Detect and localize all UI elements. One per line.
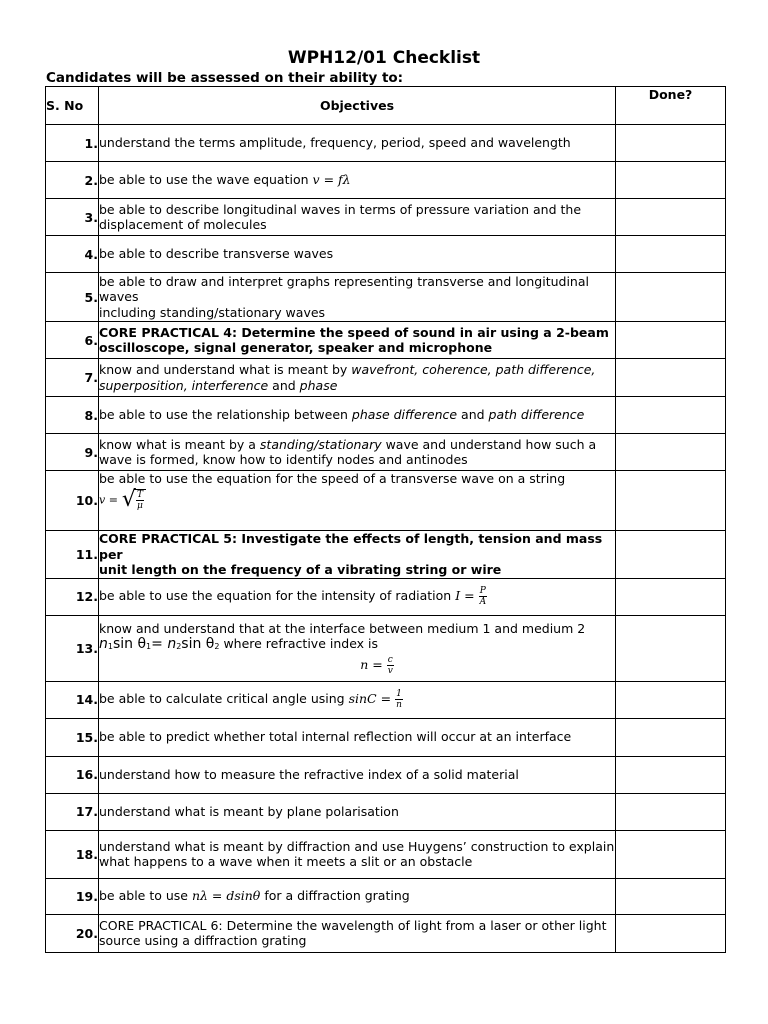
done-checkbox-cell[interactable] [616,681,726,718]
row-number: 15. [46,718,99,756]
document-subtitle: Candidates will be assessed on their ability to: [46,70,404,86]
header-sno: S. No [46,87,99,125]
objective-line: be able to describe longitudinal waves in terms of pressure variation and the displacement of molecules [99,201,582,232]
refractive-lhs: n = [360,656,383,672]
table-row [46,125,726,162]
critical-angle-lhs: sinC = [348,691,392,706]
objective-line: understand how to measure the refractive index of a solid material [99,766,519,782]
row-number: 4. [46,236,99,273]
snell-sin2: sin θ [181,636,215,652]
row-number: 14. [46,681,99,718]
table-row [46,471,726,531]
table-row [46,236,726,273]
subscript: 1 [107,642,113,651]
done-checkbox-cell[interactable] [616,162,726,199]
done-checkbox-cell[interactable] [616,199,726,236]
objective-line: wave and understand how such a wave is formed, know how to identify nodes and antinodes [99,436,597,467]
row-number: 1. [46,125,99,162]
done-checkbox-cell[interactable] [616,793,726,830]
objective-line: CORE PRACTICAL 6: Determine the wavelength of light from a laser or other light source using a diffraction grating [99,917,607,948]
intensity-lhs: I = [455,588,475,603]
row-number: 16. [46,756,99,793]
table-row [46,878,726,914]
done-checkbox-cell[interactable] [616,830,726,878]
refractive-index-equation [139,655,615,676]
objective-text [99,914,616,952]
table-row [46,793,726,830]
header-row [46,87,726,125]
objective-text [99,471,616,531]
document-title: WPH12/01 Checklist [287,48,481,68]
objective-text [99,878,616,914]
square-root-expression: √ $\frac{T}{\mu}$ [122,487,146,513]
objective-text [99,793,616,830]
row-number: 20. [46,914,99,952]
objective-line: including standing/stationary waves [99,304,326,320]
objective-text [99,756,616,793]
row-number: 2. [46,162,99,199]
objective-line: understand the terms amplitude, frequency, period, speed and wavelength [99,135,571,151]
table-row [46,615,726,681]
subscript: 1 [146,642,152,651]
done-checkbox-cell[interactable] [616,471,726,531]
wave-speed-lhs: v = [99,493,118,506]
objective-line: where refractive index is [219,636,379,651]
table-row [46,162,726,199]
done-checkbox-cell[interactable] [616,756,726,793]
objective-text [99,615,616,681]
core-practical-text: unit length on the frequency of a vibrating string or wire [99,562,502,577]
row-number: 17. [46,793,99,830]
header-done: Done? [616,87,726,125]
objective-line: understand what is meant by diffraction and use Huygens’ construction to explain [99,838,615,854]
row-number: 18. [46,830,99,878]
objective-text [99,273,616,322]
objective-line: be able to describe transverse waves [99,246,334,262]
objective-line: understand what is meant by plane polarisation [99,803,399,819]
table-row [46,359,726,397]
objective-text [99,236,616,273]
done-checkbox-cell[interactable] [616,914,726,952]
row-number: 10. [46,471,99,531]
table-row [46,681,726,718]
table-row [46,830,726,878]
objective-line: what happens to a wave when it meets a slit or an obstacle [99,854,473,869]
objective-italic-terms: path difference [488,407,585,423]
objective-line: be able to use the relationship between [99,407,352,423]
done-checkbox-cell[interactable] [616,615,726,681]
table-row [46,199,726,236]
table-row [46,756,726,793]
objective-line: be able to draw and interpret graphs representing transverse and longitudinal waves [99,273,589,305]
done-checkbox-cell[interactable] [616,878,726,914]
row-number: 7. [46,359,99,397]
objective-line: be able to use the wave equation [99,172,309,188]
objective-line: know and understand that at the interface between medium 1 and medium 2 [99,620,586,636]
fraction-numerator: 1 [396,689,402,699]
row-number: 6. [46,322,99,359]
row-number: 3. [46,199,99,236]
objective-line: be able to use [99,888,192,904]
table-row [46,578,726,615]
fraction [136,490,144,511]
header-objectives: Objectives [99,87,616,125]
table-row [46,718,726,756]
fraction-numerator: P [479,586,486,596]
objective-italic-terms: standing/stationary [259,436,382,452]
done-checkbox-cell[interactable] [616,359,726,397]
objective-line: know and understand what is meant by [99,362,352,377]
objective-text [99,681,616,718]
objective-italic-terms: phase [299,377,338,393]
fraction-denominator: A [479,597,487,607]
objective-text [99,434,616,471]
objective-text [99,531,616,579]
fraction-denominator: v [387,665,393,676]
row-number: 11. [46,531,99,579]
table-row [46,397,726,434]
table-row [46,273,726,322]
checklist-table [45,86,726,953]
done-checkbox-cell[interactable] [616,531,726,579]
subscript: 2 [176,642,182,651]
objective-text [99,397,616,434]
objective-line: know what is meant by a [99,436,260,452]
fraction-denominator: μ [137,500,143,511]
objective-text [99,578,616,615]
objective-text [99,162,616,199]
fraction [395,689,403,710]
subscript: 2 [214,642,220,651]
row-number: 13. [46,615,99,681]
objective-text [99,199,616,236]
table-row [46,531,726,579]
done-checkbox-cell[interactable] [616,125,726,162]
objective-line: be able to use the equation for the speed of a transverse wave on a string [99,471,566,486]
snell-law [99,636,219,652]
fraction-numerator: c [387,654,393,665]
done-checkbox-cell[interactable] [616,322,726,359]
fraction [479,586,488,607]
core-practical-text: CORE PRACTICAL 4: Determine the speed of sound in air using a 2-beam oscilloscope, signal generator, speaker and microphone [99,324,609,355]
fraction-denominator: n [396,700,402,710]
row-number: 9. [46,434,99,471]
row-number: 5. [46,273,99,322]
table-row [46,434,726,471]
done-checkbox-cell[interactable] [616,434,726,471]
row-number: 12. [46,578,99,615]
objective-italic-terms: wavefront, coherence, path difference, superposition, interference [99,362,596,393]
snell-n2: = n [151,636,177,652]
done-checkbox-cell[interactable] [616,273,726,322]
done-checkbox-cell[interactable] [616,236,726,273]
objective-text [99,359,616,397]
objective-text [99,718,616,756]
objective-line: for a diffraction grating [260,888,410,904]
row-number: 19. [46,878,99,914]
done-checkbox-cell[interactable] [616,578,726,615]
done-checkbox-cell[interactable] [616,397,726,434]
table-row [46,322,726,359]
done-checkbox-cell[interactable] [616,718,726,756]
fraction-numerator: T [136,489,143,500]
fraction [387,655,394,676]
objective-line: be able to predict whether total internal reflection will occur at an interface [99,729,572,745]
objective-text [99,125,616,162]
core-practical-text: CORE PRACTICAL 5: Investigate the effects of length, tension and mass per [99,531,603,562]
objective-italic-terms: phase difference [351,407,458,423]
objective-line: be able to calculate critical angle using [99,691,345,706]
wave-equation: v = fλ [312,172,351,188]
row-number: 8. [46,397,99,434]
grating-equation: nλ = dsinθ [191,888,261,904]
snell-n1: n [99,636,108,652]
table-row [46,914,726,952]
objective-line: and [268,377,300,393]
objective-line: be able to use the equation for the intensity of radiation [99,588,452,603]
objective-text [99,830,616,878]
snell-sin1: sin θ [112,636,147,652]
objective-text [99,322,616,359]
objective-line: and [457,407,489,423]
